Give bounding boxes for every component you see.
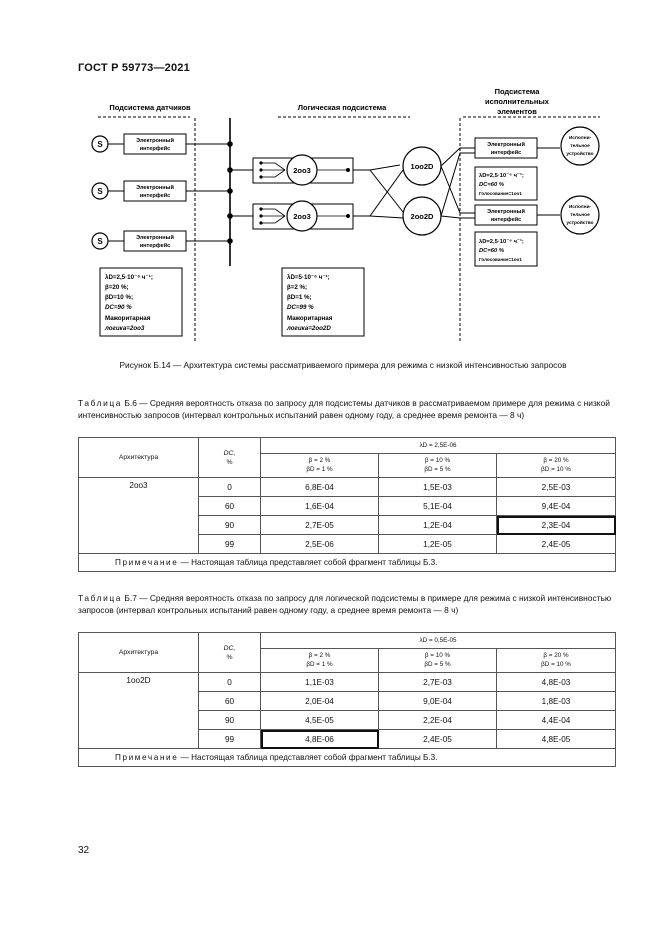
svg-text:логика=2oo2D: логика=2oo2D — [287, 325, 331, 332]
svg-text:Электронный: Электронный — [487, 142, 525, 148]
svg-text:интерфейс: интерфейс — [139, 193, 171, 199]
table-row: 90 4,5E-05 2,2E-04 4,4E-04 — [79, 711, 616, 730]
table6-header-architecture: Архитектура — [79, 438, 199, 478]
svg-text:λD=2,5·10⁻⁶ ч⁻¹;: λD=2,5·10⁻⁶ ч⁻¹; — [479, 173, 524, 179]
table-row: 2oo3 0 6,8E-04 1,5E-03 2,5E-03 — [79, 478, 616, 497]
document-header: ГОСТ Р 59773—2021 — [78, 62, 190, 74]
table6-header-dc: DC, % — [199, 438, 261, 478]
table6-header-lambda: λD = 2,5E-06 — [261, 438, 616, 454]
table7-highlighted-cell: 4,8E-06 — [261, 730, 379, 749]
table6 — [78, 437, 616, 572]
table7-header-architecture: Архитектура — [79, 633, 199, 673]
table-row: 99 4,8E-06 2,4E-05 4,8E-05 — [79, 730, 616, 749]
table-row: 60 1,6E-04 5,1E-04 9,4E-04 — [79, 497, 616, 516]
svg-text:Мажоритарная: Мажоритарная — [105, 315, 151, 322]
svg-text:интерфейс: интерфейс — [139, 243, 171, 249]
table6-caption-label: Таблица — [78, 398, 123, 408]
table7-header-beta-3: β = 20 % βD = 10 % — [497, 649, 616, 673]
table6-caption-text: Б.6 — Средняя вероятность отказа по запросу для подсистемы датчиков в рассматриваемом примере для режима с низкой интенсивностью запросов (интервал контрольных испытаний равен одному году, а среднее время ремонта — 8 ч) — [78, 398, 610, 420]
table7 — [78, 632, 616, 767]
logic-2oo3-label: 2oo3 — [293, 166, 311, 175]
table6-highlighted-cell: 2,3E-04 — [497, 516, 616, 535]
svg-text:Электронный: Электронный — [136, 185, 174, 191]
svg-text:устройство: устройство — [566, 221, 594, 226]
svg-text:устройство: устройство — [566, 152, 594, 157]
svg-text:Голосование=1oo1: Голосование=1oo1 — [479, 257, 522, 262]
logic-1oo2d-label: 1oo2D — [410, 162, 434, 171]
table-row: 99 2,5E-06 1,2E-05 2,4E-05 — [79, 535, 616, 554]
table-row: 1oo2D 0 1,1E-03 2,7E-03 4,8E-03 — [79, 673, 616, 692]
svg-text:λD=2,5·10⁻⁶ ч⁻¹;: λD=2,5·10⁻⁶ ч⁻¹; — [105, 274, 153, 281]
table6-header-beta-1: β = 2 % βD = 1 % — [261, 454, 379, 478]
table6-note: Примечание — Настоящая таблица представляет собой фрагмент таблицы Б.3. — [79, 554, 616, 572]
svg-text:λD=5·10⁻⁶ ч⁻¹;: λD=5·10⁻⁶ ч⁻¹; — [287, 274, 330, 281]
logic-2oo3-label: 2oo3 — [293, 212, 311, 221]
table7-caption — [78, 592, 618, 616]
svg-text:DC=90 %: DC=90 % — [105, 304, 132, 311]
table7-header-beta-2: β = 10 % βD = 5 % — [379, 649, 497, 673]
svg-text:β=2 %;: β=2 %; — [287, 284, 308, 291]
figure-caption: Рисунок Б.14 — Архитектура системы рассматриваемого примера для режима с низкой интенсивностью запросов — [119, 360, 567, 370]
table7-header-lambda: λD = 0,5E-05 — [261, 633, 616, 649]
table6-header-beta-3: β = 20 % βD = 10 % — [497, 454, 616, 478]
svg-text:βD=10 %;: βD=10 %; — [105, 294, 134, 301]
architecture-diagram — [70, 88, 620, 348]
svg-text:DC=99 %: DC=99 % — [287, 304, 314, 311]
page-number: 32 — [78, 845, 90, 856]
svg-text:тельное: тельное — [570, 213, 590, 218]
table-row: 90 2,7E-05 1,2E-04 2,3E-04 — [79, 516, 616, 535]
table-row: 60 2,0E-04 9,0E-04 1,8E-03 — [79, 692, 616, 711]
table7-header-dc: DC, % — [199, 633, 261, 673]
final-subsystem-label-1: Подсистема — [494, 88, 540, 96]
svg-text:интерфейс: интерфейс — [139, 146, 171, 152]
svg-text:Голосование=1oo1: Голосование=1oo1 — [479, 191, 522, 196]
svg-text:Мажоритарная: Мажоритарная — [287, 315, 333, 322]
table7-header-beta-1: β = 2 % βD = 1 % — [261, 649, 379, 673]
table6-header-beta-2: β = 10 % βD = 5 % — [379, 454, 497, 478]
svg-text:логика=2oo3: логика=2oo3 — [105, 325, 145, 332]
sensor-label: S — [97, 187, 103, 196]
table7-architecture-cell: 1oo2D — [79, 673, 199, 749]
svg-text:Исполни-: Исполни- — [568, 205, 592, 210]
svg-text:DC=60 %: DC=60 % — [479, 182, 504, 188]
svg-text:Электронный: Электронный — [487, 209, 525, 215]
final-subsystem-label-3: элементов — [497, 107, 537, 116]
final-subsystem-label-2: исполнительных — [485, 97, 549, 106]
svg-text:интерфейс: интерфейс — [490, 150, 522, 156]
svg-text:Электронный: Электронный — [136, 138, 174, 144]
table7-caption-label: Таблица — [78, 593, 123, 603]
svg-text:β=20 %;: β=20 %; — [105, 284, 129, 291]
table7-caption-text: Б.7 — Средняя вероятность отказа по запросу для логической подсистемы в примере для режима с низкой интенсивностью запросов (интервал контрольных испытаний равен одному году, а среднее время ремонта — 8 ч) — [78, 593, 612, 615]
sensor-subsystem-label: Подсистема датчиков — [109, 103, 191, 112]
svg-text:λD=2,5·10⁻⁶ ч⁻¹;: λD=2,5·10⁻⁶ ч⁻¹; — [479, 239, 524, 245]
logic-2oo2d-label: 2oo2D — [410, 212, 434, 221]
svg-text:тельное: тельное — [570, 144, 590, 149]
table6-caption — [78, 397, 618, 421]
table6-architecture-cell: 2oo3 — [79, 478, 199, 554]
svg-text:βD=1 %;: βD=1 %; — [287, 294, 312, 301]
logic-subsystem-label: Логическая подсистема — [297, 103, 387, 112]
svg-text:DC=60 %: DC=60 % — [479, 248, 504, 254]
svg-text:интерфейс: интерфейс — [490, 217, 522, 223]
sensor-label: S — [97, 237, 103, 246]
sensor-label: S — [97, 140, 103, 149]
svg-text:Исполни-: Исполни- — [568, 136, 592, 141]
svg-text:Электронный: Электронный — [136, 235, 174, 241]
table7-note: Примечание — Настоящая таблица представляет собой фрагмент таблицы Б.3. — [79, 749, 616, 767]
